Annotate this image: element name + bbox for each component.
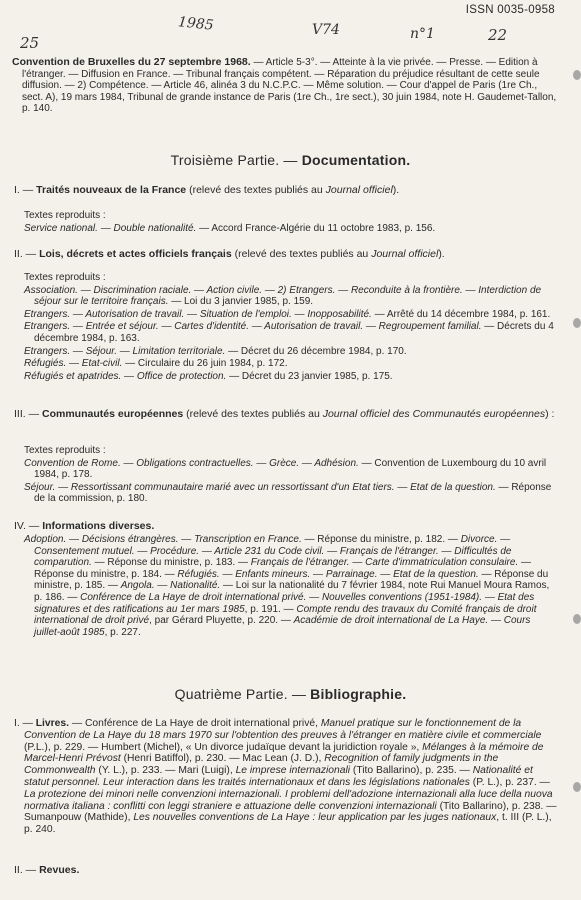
section-number: I. — xyxy=(14,184,37,196)
text-entry-subject: Association. — Discrimination raciale. — Action civile. — 2) Etrangers. — Reconduite à la frontière. — Interdiction de séjour sur le territoire français. xyxy=(24,284,542,308)
text-run: — Réponse du ministre, p. 182. — xyxy=(301,534,461,545)
text-run: (Tito Ballarino), p. 238. — Sumanpouw (Mathide), xyxy=(24,800,557,824)
text-entry-reference: — Circulaire du 26 juin 1984, p. 172. xyxy=(122,358,288,370)
part-label: Troisième Partie. — xyxy=(170,152,302,168)
text-entry-reference: — Arrêté du 14 décembre 1984, p. 161. xyxy=(371,308,551,320)
text-entry-subject: Etrangers. — Entrée et séjour. — Cartes d'identité. — Autorisation de travail. — Regroupement familial. xyxy=(24,321,482,333)
section-heading xyxy=(14,520,558,532)
text-entry-subject: Convention de Rome. — Obligations contractuelles. — Grèce. — Adhésion. xyxy=(24,457,359,469)
italic-run: Manuel pratique sur le fonctionnement de la Convention de La Haye du 18 mars 1970 sur l'obtention des preuves à l'étranger en matière civile et commerciale xyxy=(24,718,542,741)
text-run: (Henri Batiffol), p. 230. — Mac Lean (J. D.), xyxy=(120,753,325,765)
section-number: III. — xyxy=(14,408,43,420)
part-title: Bibliographie. xyxy=(310,686,407,702)
text-run: (Tito Ballarino), p. 235. — xyxy=(350,765,473,777)
text-run: — Loi sur la nationalité du 7 février 1984, note Rui Manuel Moura Ramos, p. 186. — xyxy=(34,580,550,603)
text-run: — Réponse du ministre, p. 183. — xyxy=(91,557,251,569)
text-entry-reference: — Décret du 26 décembre 1984, p. 170. xyxy=(225,345,407,357)
text-entry-reference: — Décret du 23 janvier 1985, p. 175. xyxy=(226,370,393,382)
part-label: Quatrième Partie. — xyxy=(174,686,311,702)
text-entry-subject: Etrangers. — Séjour. — Limitation territoriale. xyxy=(24,345,226,357)
text-entry xyxy=(24,285,556,308)
section-number: I. — xyxy=(14,718,36,729)
text-entry-reference: — Réponse de la commission, p. 180. xyxy=(34,481,552,505)
section-title: Revues. xyxy=(39,864,80,876)
text-entry xyxy=(24,358,556,370)
section-title: Lois, décrets et actes officiels français xyxy=(39,248,232,260)
handwritten-volume-number: 25 xyxy=(20,34,40,52)
text-entry-subject: Séjour. — Ressortissant communautaire marié avec un ressortissant d'un Etat tiers. — Etat de la question. xyxy=(24,481,496,493)
text-entry xyxy=(24,346,556,358)
section-note: (relevé des textes publiés au xyxy=(183,408,323,420)
section-title: Livres. xyxy=(35,718,69,729)
text-run: , t. III (P. L.), p. 240. xyxy=(24,812,552,836)
section-note: (relevé des textes publiés au xyxy=(186,184,326,196)
section-note-end: ). xyxy=(438,248,445,260)
section-heading xyxy=(14,408,558,420)
intro-paragraph xyxy=(12,57,558,115)
section-text-list xyxy=(24,272,556,383)
text-run: (P.L.), p. 229. — Humbert (Michel), « Un divorce judaïque devant la juridiction royale », xyxy=(24,741,423,753)
text-entry-subject: Réfugiés. — Etat-civil. xyxy=(24,358,123,370)
text-entry-reference: — Décrets du 4 décembre 1984, p. 163. xyxy=(34,321,554,344)
section-number: II. — xyxy=(14,864,40,876)
issn: ISSN 0035-0958 xyxy=(465,4,555,16)
italic-run: Réfugiés. — Enfants mineurs. — Parrainage. — Etat de la question. xyxy=(177,568,479,580)
section-title: Traités nouveaux de la France xyxy=(36,184,187,196)
section-number: II. — xyxy=(14,248,40,260)
text-run: (P. L.), p. 237. — xyxy=(469,776,550,788)
text-entry xyxy=(24,321,556,344)
section-note-end: ). xyxy=(392,184,400,196)
italic-run: Français de l'étranger. — Carte d'immatriculation consulaire. xyxy=(250,557,519,569)
section-text-list xyxy=(24,210,556,235)
section-number: IV. — xyxy=(14,520,43,532)
punch-hole-mark xyxy=(573,70,581,80)
text-run: — Réponse du ministre, p. 185. — xyxy=(34,568,549,592)
intro-lead: Convention de Bruxelles du 27 septembre 1968. xyxy=(12,56,251,68)
intro-text: — Article 5-3°. — Atteinte à la vie privée. — Presse. — Edition à l'étranger. — Diffusion en France. — Tribunal français compétent. — Réparation du préjudice résultant de cette seule diffusion. — 2) Compétence. — Article 46, alinéa 3 du N.C.P.C. — Même solution. — Cour d'appel de Paris (1re Ch., sect. A), 19 mars 1984, Tribunal de grande instance de Paris (1re Ch., 1re sect.), 30 juin 1984, note H. Gaudemet-Tallon, p. 140. xyxy=(22,57,557,115)
punch-hole-mark xyxy=(573,318,581,328)
text-run: (Y. L.), p. 233. — Mari (Luigi), xyxy=(95,765,236,777)
section-journal: Journal officiel des Communautés européennes xyxy=(322,408,546,420)
italic-run: Nationalité et statut personnel. Leur interaction dans les traités internationaux et dans les législations nationales xyxy=(24,765,533,788)
handwritten-issue: n°1 xyxy=(410,26,435,42)
text-entry-subject: Réfugiés et apatrides. — Office de protection. xyxy=(24,370,227,382)
text-entry xyxy=(24,371,556,383)
text-run: , par Gérard Pluyette, p. 220. — xyxy=(149,615,294,627)
italic-run: Divorce. — Consentement mutuel. — Procédure. — Article 231 du Code civil. — Français de l'étranger. — Difficultés de comparution. xyxy=(34,534,512,569)
punch-hole-mark xyxy=(573,782,581,792)
text-entry xyxy=(24,223,556,235)
italic-run: Recognition of family judgments in the Commonwealth xyxy=(24,753,499,777)
italic-run: Compte rendu des travaux du Comité français de droit international de droit privé xyxy=(34,603,537,627)
section-heading xyxy=(14,864,558,876)
handwritten-volume: V74 xyxy=(312,22,340,38)
italic-run: Angola. — Nationalité. xyxy=(120,580,221,592)
textes-label: Textes reproduits : xyxy=(24,272,106,283)
livres-paragraph xyxy=(14,718,558,836)
text-entry-subject: Service national. — Double nationalité. xyxy=(24,222,197,234)
italic-run: Les nouvelles conventions de La Haye : leur application par les juges nationaux xyxy=(133,812,497,824)
section-heading xyxy=(14,248,558,260)
text-run: — Réponse du ministre, p. 184. — xyxy=(34,557,532,580)
text-entry xyxy=(24,458,556,481)
section-heading xyxy=(14,184,558,196)
italic-run: La protezione dei minori nelle convenzioni internazionali. I problemi dell'adozione internazionali alla luce della nuova normativa italiana : conflitti con leggi straniere e attuazione delle convenzioni internazionali xyxy=(24,788,553,812)
textes-label: Textes reproduits : xyxy=(24,445,106,456)
part-heading-bibliographie xyxy=(0,686,581,702)
part-heading-documentation xyxy=(0,152,581,168)
text-entry-reference: — Accord France-Algérie du 11 octobre 1983, p. 156. xyxy=(196,222,436,234)
text-run: , p. 191. — xyxy=(244,603,297,615)
text-run: , p. 227. xyxy=(104,626,141,638)
section-note-end: ) : xyxy=(545,408,555,420)
handwritten-year: 1985 xyxy=(177,14,215,34)
italic-run: Conférence de La Haye de droit international privé. — Nouvelles conventions (1951-1984). — Etat des signatures et des ratifications au 1er mars 1985 xyxy=(34,591,535,615)
section-text-list xyxy=(24,445,556,506)
punch-hole-mark xyxy=(573,614,581,624)
section-journal: Journal officiel xyxy=(371,248,439,260)
handwritten-annotation: 22 xyxy=(488,26,508,44)
informations-paragraph xyxy=(24,534,556,638)
text-entry-reference: — Convention de Luxembourg du 10 avril 1984, p. 178. xyxy=(34,457,547,481)
part-title: Documentation. xyxy=(301,152,411,168)
text-entry xyxy=(24,309,556,321)
section-note: (relevé des textes publiés au xyxy=(231,248,372,260)
italic-run: Académie de droit international de La Haye. — Cours juillet-août 1985 xyxy=(34,615,531,638)
italic-run: Adoption. — Décisions étrangères. — Transcription en France. xyxy=(24,534,302,545)
text-entry-reference: — Loi du 3 janvier 1985, p. 159. xyxy=(168,296,314,308)
section-title: Informations diverses. xyxy=(42,520,155,532)
text-entry-subject: Etrangers. — Autorisation de travail. — Situation de l'emploi. — Inopposabilité. xyxy=(24,308,372,320)
text-run: — Conférence de La Haye de droit international privé, xyxy=(68,718,321,729)
textes-label: Textes reproduits : xyxy=(24,210,106,221)
section-title: Communautés européennes xyxy=(42,408,184,420)
italic-run: Le imprese internazionali xyxy=(235,765,351,777)
section-journal: Journal officiel xyxy=(325,184,393,196)
text-entry xyxy=(24,482,556,505)
italic-run: Mélanges à la mémoire de Marcel-Henri Prévost xyxy=(24,741,544,765)
